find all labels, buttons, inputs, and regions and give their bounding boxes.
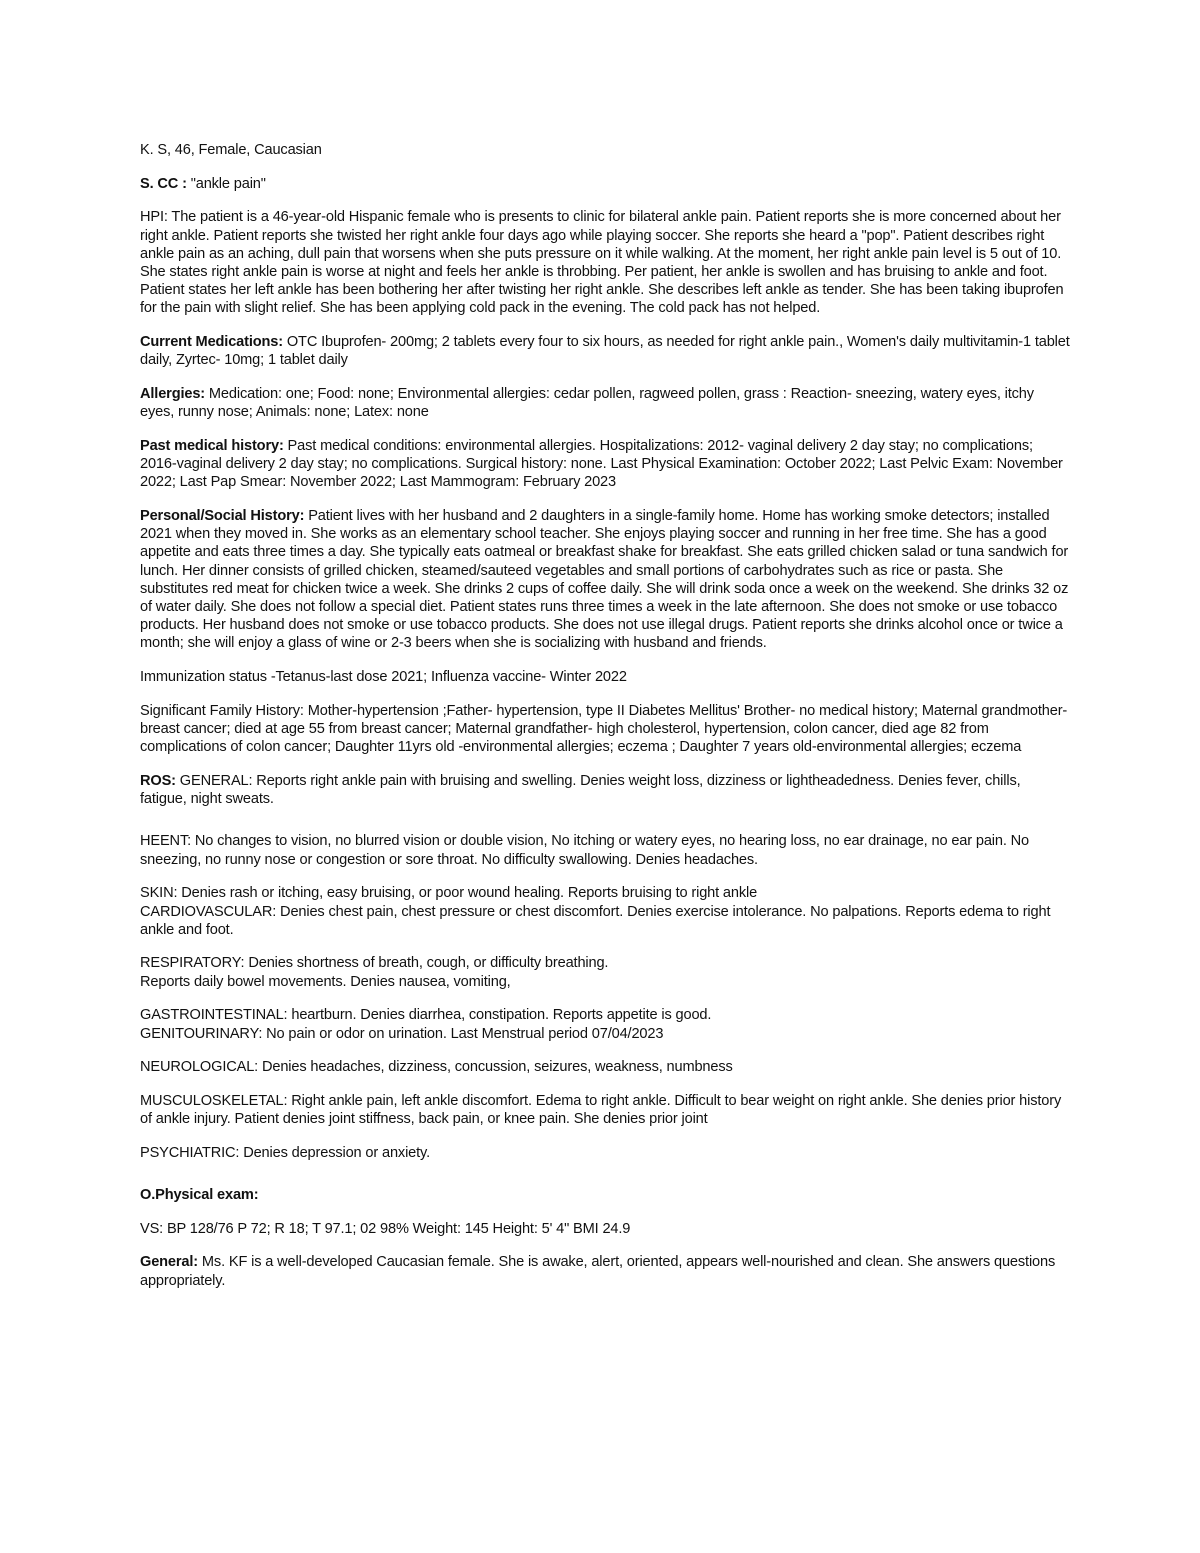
- ros-gi-gu-block: [140, 1006, 1070, 1042]
- hpi-paragraph: HPI: The patient is a 46-year-old Hispanic female who is presents to clinic for bilateral ankle pain. Patient reports she is more concerned about her right ankle. Patient reports she twisted her right ankle four days ago while playing soccer. She reports she heard a "pop". Patient describes right ankle pain as an aching, dull pain that worsens when she puts pressure on it while walking. At the moment, her right ankle pain level is 5 out of 10. She states right ankle pain is worse at night and feels her ankle is throbbing. Per patient, her ankle is swollen and has bruising to ankle and foot. Patient states her left ankle has been bothering her after twisting her right ankle. She describes left ankle as tender. She has been taking ibuprofen for the pain with slight relief. She has been applying cold pack in the evening. The cold pack has not helped.: [140, 209, 1064, 317]
- past-medical-text: Past medical conditions: environmental allergies. Hospitalizations: 2012- vaginal delivery 2 day stay; no complications; 2016-vaginal delivery 2 day stay; no complications. Surgical history: none. Last Physical Examination: October 2022; Last Pelvic Exam: November 2022; Last Pap Smear: November 2022; Last Mammogram: February 2023: [140, 437, 1063, 491]
- ros-general-paragraph: [140, 772, 1070, 808]
- general-exam-label: General:: [140, 1254, 199, 1271]
- ros-label: ROS:: [140, 772, 176, 789]
- chief-complaint-label: S. CC :: [140, 175, 187, 192]
- general-exam-paragraph: [140, 1253, 1070, 1289]
- patient-identifier: K. S, 46, Female, Caucasian: [140, 142, 322, 158]
- social-history-text: Patient lives with her husband and 2 daughters in a single-family home. Home has working smoke detectors; installed 2021 when they moved in. She works as an elementary school teacher. She enjoys playing soccer and running in her free time. She has a good appetite and eats three times a day. She typically eats oatmeal or breakfast shake for breakfast. She eats grilled chicken salad or tuna sandwich for lunch. Her dinner consists of grilled chicken, steamed/sauteed vegetables and small portions of carbohydrates such as rice or pasta. She substitutes red meat for chicken twice a week. She drinks 2 cups of coffee daily. She will drink soda once a week on the weekend. She drinks 32 oz of water daily. She does not follow a special diet. Patient states runs three times a week in the late afternoon. She does not smoke or use tobacco products. Her husband does not smoke or use tobacco products. She does not use illegal drugs. Patient reports she drinks alcohol once or twice a month; she will enjoy a glass of wine or 2-3 beers when she is socializing with husband and friends.: [140, 508, 1069, 652]
- medications-text: OTC Ibuprofen- 200mg; 2 tablets every four to six hours, as needed for right ankle pain., Women's daily multivitamin-1 tablet daily, Zyrtec- 10mg; 1 tablet daily: [140, 334, 1070, 369]
- ros-general-text: GENERAL: Reports right ankle pain with bruising and swelling. Denies weight loss, dizziness or lightheadedness. Denies fever, chills, fatigue, night sweats.: [140, 772, 1021, 808]
- past-medical-paragraph: [140, 437, 1070, 492]
- general-exam-text: Ms. KF is a well-developed Caucasian female. She is awake, alert, oriented, appears well-nourished and clean. She answers questions appropriately.: [140, 1254, 1056, 1289]
- ros-psych-paragraph: PSYCHIATRIC: Denies depression or anxiety.: [140, 1144, 431, 1161]
- allergies-text: Medication: one; Food: none; Environmental allergies: cedar pollen, ragweed pollen, grass : Reaction- sneezing, watery eyes, itchy eyes, runny nose; Animals: none; Latex: none: [140, 386, 1034, 421]
- vitals-paragraph: VS: BP 128/76 P 72; R 18; T 97.1; 02 98% Weight: 145 Height: 5' 4" BMI 24.9: [140, 1220, 631, 1237]
- ros-skin-line: SKIN: Denies rash or itching, easy bruising, or poor wound healing. Reports bruising to right ankle: [140, 885, 758, 902]
- ros-heent-paragraph: HEENT: No changes to vision, no blurred vision or double vision, No itching or watery eyes, no hearing loss, no ear drainage, no ear pain. No sneezing, no runny nose or congestion or sore throat. No difficulty swallowing. Denies headaches.: [140, 833, 1030, 868]
- ros-gu-line: GENITOURINARY: No pain or odor on urination. Last Menstrual period 07/04/2023: [140, 1025, 664, 1042]
- medications-paragraph: [140, 333, 1070, 369]
- objective-heading: [140, 1186, 1070, 1204]
- ros-msk-paragraph: MUSCULOSKELETAL: Right ankle pain, left ankle discomfort. Edema to right ankle. Difficult to bear weight on right ankle. She denies prior history of ankle injury. Patient denies joint stiffness, back pain, or knee pain. She denies prior joint: [140, 1092, 1062, 1128]
- past-medical-label: Past medical history:: [140, 437, 284, 454]
- ros-bowel-line: Reports daily bowel movements. Denies nausea, vomiting,: [140, 973, 511, 990]
- social-history-label: Personal/Social History:: [140, 508, 305, 525]
- chief-complaint-text: "ankle pain": [186, 175, 266, 192]
- social-history-paragraph: [140, 507, 1070, 653]
- ros-resp-line: RESPIRATORY: Denies shortness of breath, cough, or difficulty breathing.: [140, 955, 609, 972]
- ros-skin-cardio-block: [140, 884, 1070, 939]
- family-history-paragraph: Significant Family History: Mother-hypertension ;Father- hypertension, type II Diabetes Mellitus' Brother- no medical history; Maternal grandmother- breast cancer; died at age 55 from breast cancer; Maternal grandfather- high cholesterol, hypertension, colon cancer, died age 82 from complications of colon cancer; Daughter 11yrs old -environmental allergies; eczema ; Daughter 7 years old-environmental allergies; eczema: [140, 702, 1068, 756]
- ros-resp-block: [140, 954, 1070, 990]
- objective-label: O.Physical exam:: [140, 1187, 259, 1204]
- allergies-label: Allergies:: [140, 386, 206, 403]
- ros-cardio-line: CARDIOVASCULAR: Denies chest pain, chest pressure or chest discomfort. Denies exercise intolerance. No palpations. Reports edema to right ankle and foot.: [140, 903, 1051, 938]
- medications-label: Current Medications:: [140, 334, 283, 351]
- immunization-paragraph: Immunization status -Tetanus-last dose 2021; Influenza vaccine- Winter 2022: [140, 669, 627, 686]
- chief-complaint: [140, 175, 1070, 193]
- allergies-paragraph: [140, 385, 1070, 421]
- ros-neuro-paragraph: NEUROLOGICAL: Denies headaches, dizziness, concussion, seizures, weakness, numbness: [140, 1059, 733, 1076]
- ros-gi-line: GASTROINTESTINAL: heartburn. Denies diarrhea, constipation. Reports appetite is good.: [140, 1007, 712, 1024]
